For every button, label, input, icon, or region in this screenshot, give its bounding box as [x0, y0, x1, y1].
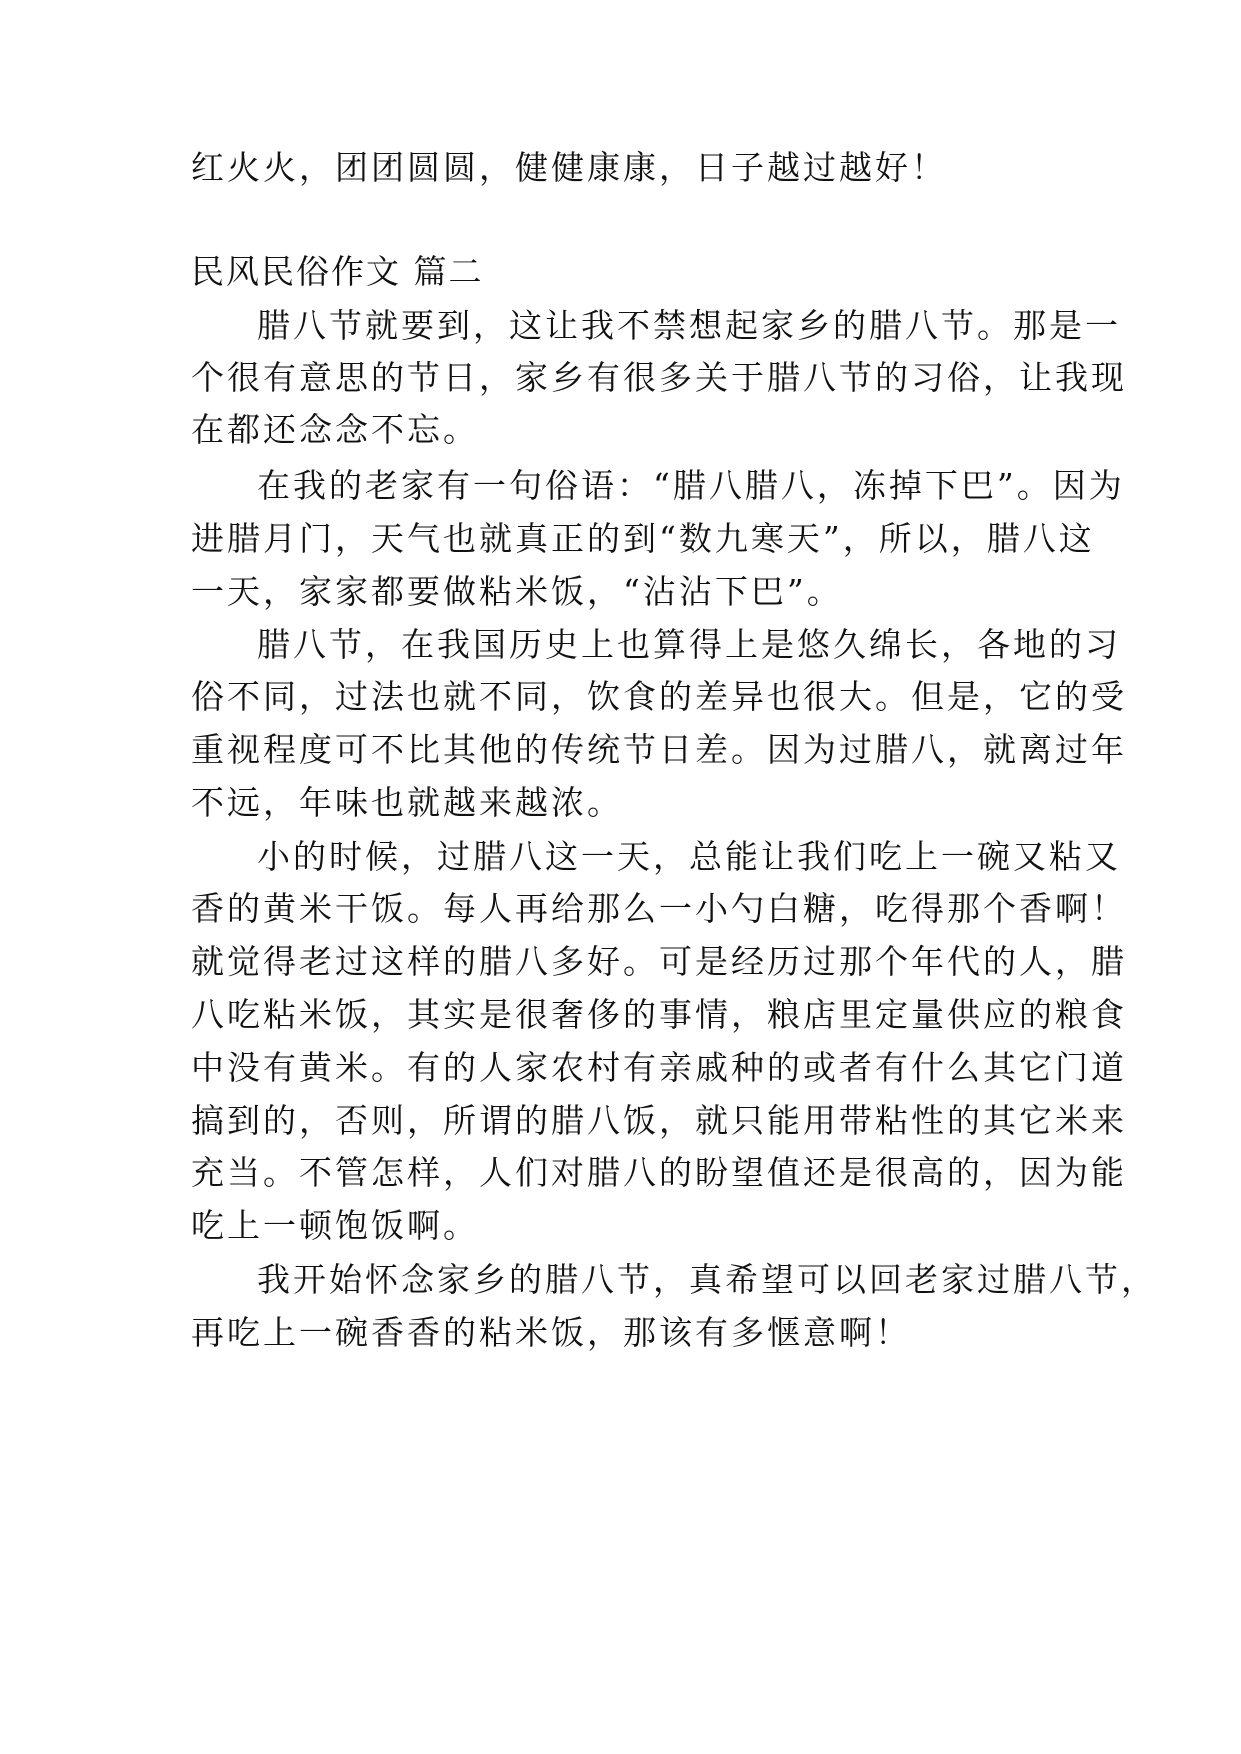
- paragraph-line: 俗不同，过法也就不同，饮食的差异也很大。但是，它的受: [191, 677, 1127, 716]
- paragraph-line: 一天，家家都要做粘米饭，“沾沾下巴”。: [191, 572, 843, 611]
- text-line: 红火火，团团圆圆，健健康康，日子越过越好！: [191, 148, 947, 187]
- paragraph-line: 在我的老家有一句俗语：“腊八腊八，冻掉下巴”。因为: [257, 466, 1125, 505]
- paragraph-line: 我开始怀念家乡的腊八节，真希望可以回老家过腊八节，: [257, 1260, 1157, 1299]
- paragraph-line: 个很有意思的节日，家乡有很多关于腊八节的习俗，让我现: [191, 358, 1127, 397]
- paragraph-line: 八吃粘米饭，其实是很奢侈的事情，粮店里定量供应的粮食: [191, 995, 1127, 1034]
- paragraph-line: 不远，年味也就越来越浓。: [191, 783, 623, 822]
- paragraph-line: 中没有黄米。有的人家农村有亲戚种的或者有什么其它门道: [191, 1048, 1127, 1087]
- paragraph-line: 进腊月门，天气也就真正的到“数九寒天”，所以，腊八这: [191, 519, 1095, 558]
- paragraph-line: 吃上一顿饱饭啊。: [191, 1206, 479, 1245]
- paragraph-line: 香的黄米干饭。每人再给那么一小勺白糖，吃得那个香啊！: [191, 889, 1127, 928]
- paragraph-line: 小的时候，过腊八这一天，总能让我们吃上一碗又粘又: [257, 837, 1121, 876]
- paragraph-line: 充当。不管怎样，人们对腊八的盼望值还是很高的，因为能: [191, 1153, 1127, 1192]
- paragraph-line: 搞到的，否则，所谓的腊八饭，就只能用带粘性的其它米来: [191, 1101, 1127, 1140]
- paragraph-line: 在都还念念不忘。: [191, 410, 479, 449]
- paragraph-line: 腊八节就要到，这让我不禁想起家乡的腊八节。那是一: [257, 306, 1121, 345]
- paragraph-line: 重视程度可不比其他的传统节日差。因为过腊八，就离过年: [191, 730, 1127, 769]
- paragraph-line: 再吃上一碗香香的粘米饭，那该有多惬意啊！: [191, 1313, 911, 1352]
- paragraph-line: 腊八节，在我国历史上也算得上是悠久绵长，各地的习: [257, 625, 1121, 664]
- paragraph-line: 就觉得老过这样的腊八多好。可是经历过那个年代的人，腊: [191, 942, 1127, 981]
- section-heading: 民风民俗作文 篇二: [191, 252, 484, 291]
